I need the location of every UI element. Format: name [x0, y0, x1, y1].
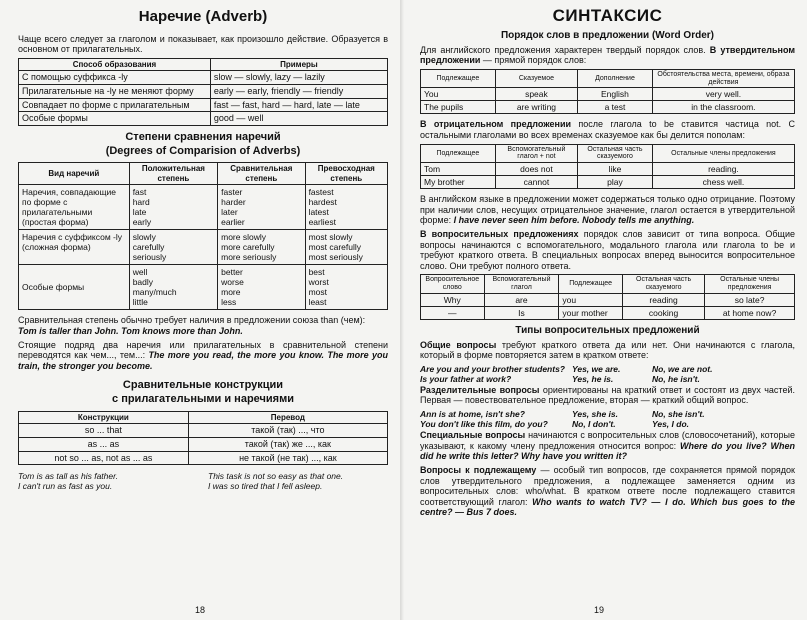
wo-header: Подлежащее [421, 70, 496, 88]
constructions-table [18, 411, 388, 465]
constr-cell: so ... that [19, 424, 189, 438]
example-sentence: I can't run as fast as you. [18, 481, 113, 492]
negative-note: В отрицательном предложении после глагола to be ставится частица not. С остальными глаголами во всех временах сказуемое как бы делится пополам: [420, 119, 795, 141]
degrees-header: Сравнительная степень [218, 163, 305, 185]
formation-cell: С помощью суффикса -ly [19, 71, 211, 85]
degrees-header: Вид наречий [19, 163, 130, 185]
degrees-header: Превосходная степень [305, 163, 387, 185]
constr-cell: такой (так) же ..., как [188, 437, 387, 451]
disjunctive-examples: Ann is at home, isn't she? Yes, she is. No, she isn't. You don't like this film, do you? No, I don't. Yes, I do. [420, 409, 705, 430]
degrees-kind: Наречия, совпадающие по форме с прилагательными (простая форма) [19, 185, 130, 230]
degrees-superlative: most slowly most carefully most seriously [305, 230, 387, 265]
left-title: Наречие (Adverb) [138, 8, 268, 25]
wo-header: Дополнение [578, 70, 653, 88]
degrees-comparative: faster harder later earlier [218, 185, 305, 230]
degrees-superlative: best worst most least [305, 265, 387, 310]
one-negation-note: В английском языке в предложении может содержаться только одно отрицание. Поэтому при наличии слов, несущих отрицательное значение, глагол остается в утвердительной форме: I have never seen him before. Nobody tells me anything. [420, 194, 795, 226]
constr-cell: не такой (не так) ..., как [188, 451, 387, 465]
formation-cell: Особые формы [19, 112, 211, 126]
word-order-intro: Для английского предложения характерен твердый порядок слов. В утвердительном предложении — прямой порядок слов: [420, 44, 795, 66]
table-row: Why are you reading so late? [421, 293, 795, 306]
table-row [19, 230, 388, 265]
table-row: — Is your mother cooking at home now? [421, 306, 795, 319]
adverb-intro: Чаще всего следует за глаголом и показывает, как произошло действие. Образуется в основном от прилагательных. [18, 33, 388, 55]
degrees-title-ru: Степени сравнения наречий [125, 130, 281, 143]
paired-note: Стоящие подряд два наречия или прилагательных в сравнительной степени переводятся как чем..., тем...: The more you read, the more you know. The more you train, the stronger you become. [18, 339, 388, 371]
question-note: В вопросительных предложениях порядок слов зависит от типа вопроса. Общие вопросы начинаются с вспомогательного, модального глагола или глагола to be и требуют краткого ответа. В специальных вопросах вперед выносится вопросительное слово. Они требуют полного ответа. [420, 228, 795, 271]
formation-cell: Совпадает по форме с прилагательным [19, 98, 211, 112]
special-questions: Специальные вопросы начинаются с вопросительных слов (словосочетаний), которые указывают, к какому члену предложения относится вопрос: Where do you live? When did he write this letter? Why have you written it? [420, 430, 795, 462]
degrees-positive: well badly many/much little [129, 265, 217, 310]
question-types-title: Типы вопросительных предложений [515, 324, 700, 336]
constructions-title: Сравнительные конструкции с прилагательными и наречиями [112, 379, 294, 406]
degrees-comparative: more slowly more carefully more seriously [218, 230, 305, 265]
degrees-title-en: (Degrees of Comparision of Adverbs) [105, 144, 301, 157]
disjunctive-questions: Разделительные вопросы ориентированы на краткий ответ и состоят из двух частей. Первая — повествовательное предложение, вторая — краткий общий вопрос. [420, 384, 795, 406]
constr-header: Конструкции [19, 411, 189, 423]
table-row [19, 451, 388, 465]
subject-questions: Вопросы к подлежащему — особый тип вопросов, где сохраняется прямой порядок слов утвердительного предложения, а подлежащее заменяется одним из вопросительных слов: who/what. В кратком ответе после подлежащего ставится соответствующий глагол: Who wants to watch TV? — I do. Which bus goes to the centre? — Bus 7 does. [420, 464, 795, 518]
right-page [404, 0, 807, 620]
formation-header-examples: Примеры [210, 58, 387, 70]
right-title: СИНТАКСИС [552, 6, 663, 25]
table-row [19, 265, 388, 310]
degrees-positive: fast hard late early [129, 185, 217, 230]
constr-cell: as ... as [19, 437, 189, 451]
formation-cell: good — well [210, 112, 387, 126]
general-questions: Общие вопросы требуют краткого ответа да или нет. Они начинаются с глагола, который в форме повторяется затем в кратком ответе: [420, 339, 796, 361]
paired-example: The more you read, the more you know. The more you train, the stronger you become. [18, 350, 388, 371]
wo-header: Обстоятельства места, времени, образа действия [652, 70, 794, 88]
page-number: 18 [195, 605, 206, 616]
formation-cell: early — early, friendly — friendly [210, 84, 387, 98]
formation-cell: fast — fast, hard — hard, late — late [210, 98, 387, 112]
table-row [19, 437, 388, 451]
example-sentence: Tom is as tall as his father. [18, 471, 118, 482]
example-sentence: I was so tired that I fell asleep. [208, 481, 323, 492]
formation-table [18, 58, 388, 126]
negative-table: Подлежащее Вспомогательный глагол + not Остальная часть сказуемого Остальные члены предложения Tom does not like reading. My brother cannot play chess well. [420, 144, 795, 189]
constr-examples [18, 471, 388, 491]
left-page [0, 0, 400, 620]
table-row: You speak English very well. [421, 88, 795, 101]
degrees-title [18, 131, 388, 159]
table-row [19, 112, 388, 126]
table-row: Tom does not like reading. [421, 163, 795, 176]
table-row [19, 98, 388, 112]
formation-header-method: Способ образования [19, 58, 211, 70]
formation-cell: slow — slowly, lazy — lazily [210, 71, 387, 85]
constr-header: Перевод [188, 411, 387, 423]
table-row [19, 84, 388, 98]
degrees-table [18, 162, 388, 310]
constr-cell: not so ... as, not as ... as [19, 451, 189, 465]
question-table: Вопросительное слово Вспомогательный глагол Подлежащее Остальная часть сказуемого Остальные члены предложения Why are you reading so late? — Is your mother cooking at home now? [420, 274, 795, 319]
degrees-positive: slowly carefully seriously [129, 230, 217, 265]
degrees-comparative: better worse more less [218, 265, 305, 310]
page-number: 19 [594, 605, 605, 616]
general-examples: Are you and your brother students? Yes, we are. No, we are not. Is your father at work? Yes, he is. No, he isn't. [420, 363, 713, 384]
example-sentence: This task is not so easy as that one. [208, 471, 344, 482]
word-order-title: Порядок слов в предложении (Word Order) [500, 30, 714, 42]
table-row [19, 71, 388, 85]
degrees-header: Положительная степень [129, 163, 217, 185]
table-row [19, 185, 388, 230]
degrees-superlative: fastest hardest latest earliest [305, 185, 387, 230]
degrees-kind: Наречия с суффиксом -ly (сложная форма) [19, 230, 130, 265]
table-row: The pupils are writing a test in the classroom. [421, 101, 795, 114]
formation-cell: Прилагательные на -ly не меняют форму [19, 84, 211, 98]
comp-note: Сравнительная степень обычно требует наличия в предложении союза than (чем): Tom is taller than John. Tom knows more than John. [18, 315, 366, 336]
table-row: My brother cannot play chess well. [421, 176, 795, 189]
wo-header: Сказуемое [495, 70, 577, 88]
constr-cell: такой (так) ..., что [188, 424, 387, 438]
comp-example: Tom is taller than John. Tom knows more than John. [18, 325, 243, 336]
word-order-table [420, 69, 795, 114]
table-row [19, 424, 388, 438]
degrees-kind: Особые формы [19, 265, 130, 310]
